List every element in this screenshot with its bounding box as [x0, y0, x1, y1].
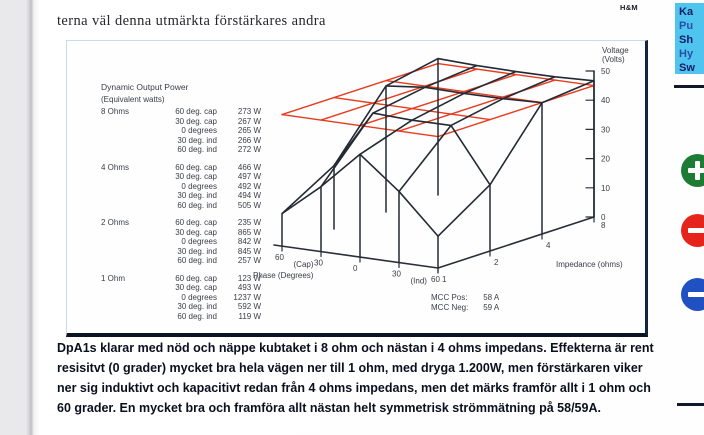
watts-cell: 505 W	[237, 200, 261, 210]
power-table-row	[153, 228, 261, 238]
watts-cell: 272 W	[237, 145, 261, 154]
rating-minus-icon	[681, 214, 704, 247]
power-table-row	[153, 283, 261, 293]
rating-plus-icon	[681, 154, 704, 187]
power-table-row	[153, 201, 261, 211]
phase-tick-label: 60	[431, 275, 440, 284]
publication-logo: H&M	[620, 3, 638, 12]
power-table-row	[153, 117, 261, 127]
watts-cell: 845 W	[237, 246, 261, 256]
watts-cell: 119 W	[238, 311, 261, 321]
power-table-group	[101, 107, 261, 155]
voltage-tick-label: 10	[601, 183, 610, 193]
power-table-group	[101, 163, 261, 211]
power-table-row	[153, 182, 261, 192]
phase-cell: 30 deg. cap	[175, 227, 217, 237]
phase-cell: 0 degrees	[181, 181, 217, 191]
power-table-row	[153, 172, 261, 182]
phase-tick-label: 0	[353, 264, 358, 273]
voltage-tick-label: 40	[601, 96, 610, 106]
phase-tick-label: 30	[392, 269, 401, 279]
impedance-label: 4 Ohms	[101, 162, 130, 172]
power-table-group	[101, 218, 261, 266]
chart-subtitle: (Equivalent watts)	[101, 94, 165, 104]
voltage-axis-title: Voltage	[602, 46, 629, 55]
phase-cell: 60 deg. cap	[175, 107, 217, 116]
watts-cell: 266 W	[237, 135, 261, 145]
phase-tick-label: 30	[314, 258, 323, 268]
power-table-row	[153, 237, 261, 247]
mcc-pos-row	[431, 293, 499, 303]
surface-mesh	[282, 59, 594, 268]
surface-row	[438, 59, 594, 81]
power-rows	[153, 107, 261, 155]
sidebar-info-box	[675, 3, 704, 74]
power-table-row	[153, 302, 261, 312]
watts-cell: 493 W	[237, 283, 261, 292]
caption-line: resisitvt (0 grader) mycket bra hela vägen ner till 1 ohm, med dryga 1.200W, men förstärkaren viker	[57, 361, 643, 375]
watts-cell: 494 W	[237, 191, 261, 200]
watts-cell: 235 W	[237, 218, 261, 227]
info-box-line: Pu	[679, 20, 694, 32]
power-table	[101, 83, 261, 329]
power-table-row	[153, 163, 261, 173]
plus-bar	[695, 161, 700, 180]
cap-sublabel: (Cap)	[293, 259, 314, 269]
mcc-neg-value: 59 A	[483, 303, 500, 312]
power-table-row	[153, 191, 261, 201]
voltage-axis-title-2: (Volts)	[602, 55, 625, 64]
phase-cell: 30 deg. ind	[177, 302, 217, 311]
info-box-line: Sw	[679, 62, 695, 74]
phase-tick-label: 60	[275, 253, 284, 262]
minus-bar	[688, 228, 704, 233]
phase-cell: 30 deg. ind	[177, 191, 217, 200]
power-table-row	[153, 293, 261, 303]
phase-cell: 30 deg. cap	[175, 283, 217, 292]
impedance-label: 8 Ohms	[101, 107, 130, 116]
watts-cell: 257 W	[237, 256, 261, 265]
watts-cell: 492 W	[237, 181, 261, 191]
chart-caption	[57, 338, 663, 418]
watts-cell: 466 W	[237, 162, 261, 172]
surface-column	[438, 81, 594, 236]
phase-cell: 60 deg. cap	[175, 273, 217, 283]
caption-line: 60 grader. En mycket bra och framföra allt nästan helt symmetrisk strömmätning på 58/59A.	[57, 401, 601, 415]
phase-cell: 60 deg. ind	[177, 145, 217, 154]
phase-cell: 0 degrees	[181, 126, 217, 135]
watts-cell: 842 W	[237, 237, 261, 246]
mcc-pos-label: MCC Pos:	[431, 293, 468, 302]
watts-cell: 267 W	[237, 116, 261, 126]
watts-cell: 273 W	[237, 107, 261, 116]
power-rows	[153, 163, 261, 211]
mcc-neg-label: MCC Neg:	[431, 303, 469, 312]
caption-line: ner sig induktivt och kapacitivt redan från 4 ohms impedans, men det märks framför allt i 1 ohm och	[57, 381, 651, 395]
divider-line	[677, 403, 704, 406]
power-table-row	[153, 136, 261, 146]
power-rows	[153, 274, 261, 322]
phase-cell: 30 deg. ind	[177, 246, 217, 256]
impedance-tick-label: 8	[601, 221, 606, 230]
impedance-label: 2 Ohms	[101, 218, 130, 227]
impedance-axis-title: Impedance (ohms)	[556, 260, 623, 269]
voltage-tick-label: 30	[601, 125, 610, 135]
power-table-row	[153, 145, 261, 155]
body-text-line: terna väl denna utmärkta förstärkares andra	[57, 13, 326, 29]
phase-cell: 60 deg. ind	[177, 256, 217, 265]
power-table-row	[153, 256, 261, 266]
mcc-neg-row	[431, 303, 499, 313]
voltage-tick-label: 20	[601, 154, 610, 164]
power-table-groups	[101, 107, 261, 321]
minus-bar	[688, 292, 704, 297]
phase-cell: 60 deg. cap	[175, 218, 217, 227]
watts-cell: 1237 W	[233, 292, 261, 302]
power-table-row	[153, 107, 261, 117]
impedance-tick-label: 2	[494, 258, 499, 267]
phase-cell: 60 deg. ind	[177, 311, 217, 321]
ind-sublabel: (Ind)	[410, 276, 427, 286]
info-box-line: Ka	[679, 6, 694, 18]
voltage-tick-label: 50	[601, 67, 610, 76]
watts-cell: 865 W	[237, 227, 261, 237]
watts-cell: 592 W	[237, 302, 261, 311]
impedance-tick-label: 1	[442, 275, 447, 284]
power-table-row	[153, 274, 261, 284]
info-box-line: Sh	[679, 34, 694, 46]
watts-cell: 123 W	[237, 273, 261, 283]
rating-minus-icon	[681, 278, 704, 311]
voltage-tick-label: 0	[601, 213, 606, 222]
impedance-label: 1 Ohm	[101, 273, 126, 283]
power-table-group	[101, 274, 261, 322]
mcc-readout	[431, 293, 499, 313]
phase-cell: 60 deg. cap	[175, 162, 217, 172]
chart-panel	[66, 40, 648, 337]
power-table-row	[153, 247, 261, 257]
power-table-row	[153, 312, 261, 322]
phase-cell: 60 deg. ind	[177, 200, 217, 210]
impedance-tick-label: 4	[546, 241, 551, 250]
watts-cell: 265 W	[237, 126, 261, 135]
power-table-row	[153, 218, 261, 228]
mcc-pos-value: 58 A	[483, 293, 500, 302]
chart-title: Dynamic Output Power	[101, 82, 189, 92]
caption-line: DpA1s klarar med nöd och näppe kubtaket i 8 ohm och nästan i 4 ohms impedans. Effekterna är rent	[57, 341, 654, 355]
phase-cell: 0 degrees	[181, 292, 217, 302]
info-box-line: Hy	[679, 48, 694, 60]
phase-cell: 30 deg. ind	[177, 135, 217, 145]
phase-axis-title: Phase (Degrees)	[253, 271, 314, 280]
watts-cell: 497 W	[237, 172, 261, 181]
phase-cell: 30 deg. cap	[175, 172, 217, 181]
divider-line	[674, 85, 704, 88]
phase-cell: 0 degrees	[181, 237, 217, 246]
power-rows	[153, 218, 261, 266]
phase-cell: 30 deg. cap	[175, 116, 217, 126]
power-table-row	[153, 126, 261, 136]
surface-column	[321, 66, 477, 187]
